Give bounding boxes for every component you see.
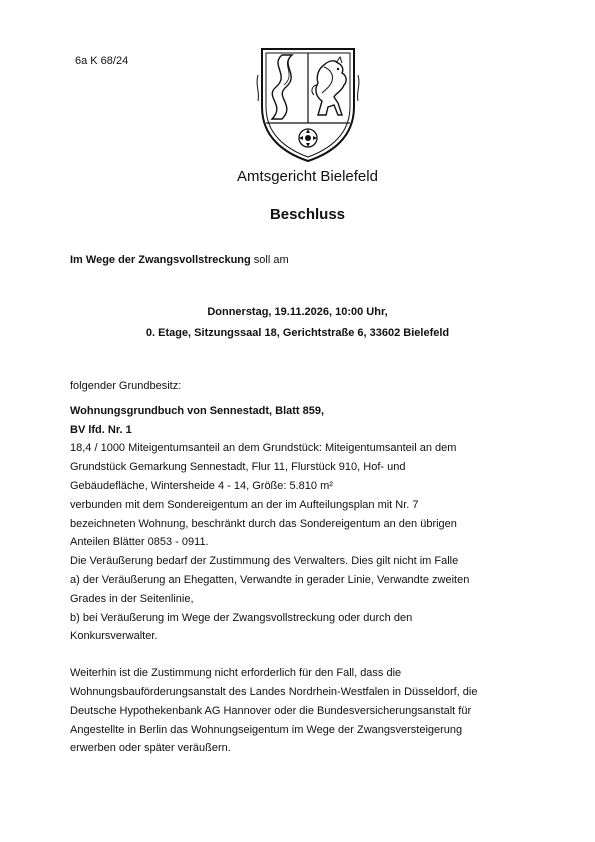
coat-of-arms-icon	[256, 45, 360, 163]
property-line: Grades in der Seitenlinie,	[70, 592, 194, 605]
court-name: Amtsgericht Bielefeld	[237, 168, 378, 185]
property-line: verbunden mit dem Sondereigentum an der im Aufteilungsplan mit Nr. 7	[70, 498, 419, 511]
property-line: Grundstück Gemarkung Sennestadt, Flur 11, Flurstück 910, Hof- und	[70, 461, 406, 474]
property-line: 18,4 / 1000 Miteigentumsanteil an dem Grundstück: Miteigentumsanteil an dem	[70, 442, 457, 455]
exemption-line: Wohnungsbauförderungsanstalt des Landes Nordrhein-Westfalen in Düsseldorf, die	[70, 685, 478, 698]
intro-line	[70, 253, 289, 267]
property-label: folgender Grundbesitz:	[70, 380, 182, 392]
intro-rest: soll am	[250, 254, 289, 266]
appointment-location: 0. Etage, Sitzungssaal 18, Gerichtstraße 6, 33602 Bielefeld	[145, 327, 450, 339]
exemption-line: erwerben oder später veräußern.	[70, 742, 231, 755]
exemption-line: Angestellte in Berlin das Wohnungseigentum im Wege der Zwangsversteigerung	[70, 723, 463, 736]
appointment-block	[0, 302, 595, 344]
document-title: Beschluss	[269, 206, 346, 223]
land-register-heading: Wohnungsgrundbuch von Sennestadt, Blatt 859,	[70, 404, 325, 417]
property-line: Konkursverwalter.	[70, 630, 158, 643]
appointment-date: Donnerstag, 19.11.2026, 10:00 Uhr,	[207, 306, 388, 318]
property-line: Die Veräußerung bedarf der Zustimmung des Verwalters. Dies gilt nicht im Falle	[70, 555, 459, 568]
property-line: a) der Veräußerung an Ehegatten, Verwandte in gerader Linie, Verwandte zweiten	[70, 573, 470, 586]
inventory-number: BV lfd. Nr. 1	[70, 423, 132, 436]
exemption-line: Weiterhin ist die Zustimmung nicht erforderlich für den Fall, dass die	[70, 667, 402, 680]
intro-bold: Im Wege der Zwangsvollstreckung	[70, 254, 251, 266]
case-number: 6a K 68/24	[75, 55, 129, 67]
property-line: Gebäudefläche, Wintersheide 4 - 14, Größe: 5.810 m²	[70, 479, 333, 492]
document-body	[70, 377, 540, 758]
exemption-line: Deutsche Hypothekenbank AG Hannover oder die Bundesversicherungsanstalt für	[70, 704, 472, 717]
property-line: bezeichneten Wohnung, beschränkt durch das Sondereigentum an den übrigen	[70, 517, 457, 530]
property-line: b) bei Veräußerung im Wege der Zwangsvollstreckung oder durch den	[70, 611, 413, 624]
property-line: Anteilen Blätter 0853 - 0911.	[70, 536, 209, 549]
